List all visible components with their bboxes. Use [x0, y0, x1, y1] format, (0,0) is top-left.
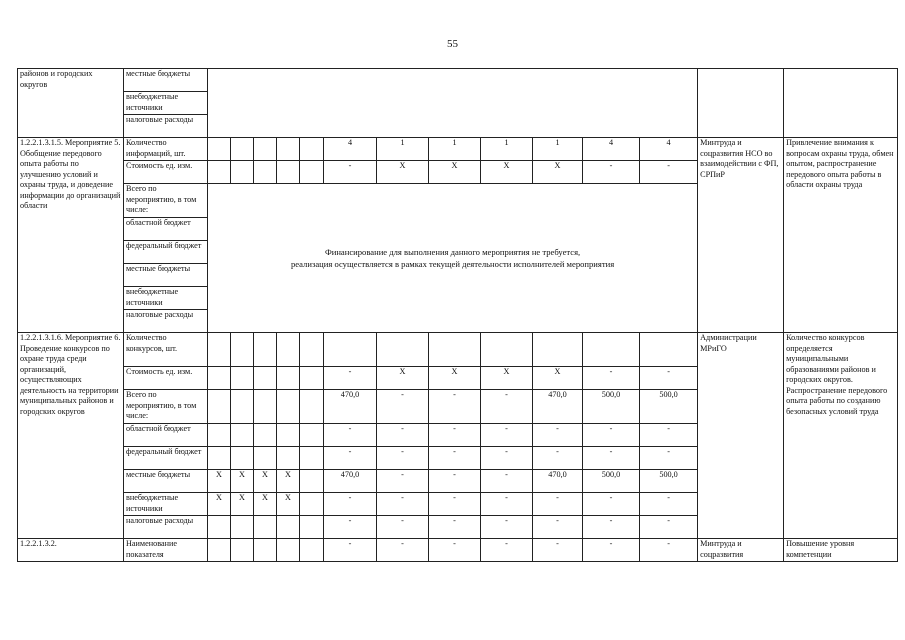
value-cell: -	[533, 539, 583, 562]
value-cell: 4	[640, 138, 698, 161]
value-cell: X	[533, 367, 583, 390]
value-cell: 500,0	[640, 470, 698, 493]
value-cell: 1	[377, 138, 429, 161]
value-cell: -	[481, 516, 533, 539]
value-cell: 470,0	[324, 470, 377, 493]
source-cell: местные бюджеты	[124, 69, 208, 92]
prefix-cell	[277, 367, 300, 390]
result-cell: Повышение уровня компетенции	[784, 539, 898, 562]
empty-cell	[300, 447, 324, 470]
empty-cell	[300, 367, 324, 390]
prefix-cell	[254, 424, 277, 447]
value-cell: 500,0	[640, 390, 698, 424]
row-label: местные бюджеты	[124, 264, 208, 287]
empty-cell	[208, 539, 231, 562]
table-row	[18, 138, 898, 161]
value-cell: 500,0	[583, 470, 640, 493]
row-label: федеральный бюджет	[124, 241, 208, 264]
value-cell: -	[377, 516, 429, 539]
value-cell: -	[324, 161, 377, 184]
value-cell: X	[429, 367, 481, 390]
value-cell	[377, 333, 429, 367]
value-cell: -	[377, 493, 429, 516]
value-cell: X	[377, 367, 429, 390]
value-cell	[324, 333, 377, 367]
result-cell	[784, 69, 898, 138]
value-cell: -	[583, 539, 640, 562]
value-cell: -	[429, 424, 481, 447]
empty-cell	[300, 390, 324, 424]
value-cell: -	[324, 539, 377, 562]
value-cell: -	[640, 161, 698, 184]
value-cell: 500,0	[583, 390, 640, 424]
prefix-cell	[231, 333, 254, 367]
value-cell: -	[533, 447, 583, 470]
funding-note-line-2: реализация осуществляется в рамках текущей деятельности исполнителей мероприятия	[290, 259, 615, 269]
measure-5-result-cell: Привлечение внимания к вопросам охраны труда, обмен опытом, распространение передового опыта работы в области охраны труда	[784, 138, 898, 333]
value-cell: X	[481, 367, 533, 390]
row-label: Всего по мероприятию, в том числе:	[124, 184, 208, 218]
measure-6-name-cell: 1.2.2.1.3.1.6. Мероприятие 6. Проведение конкурсов по охране труда среди организаций, осуществляющих деятельность на территории муниципальных районов и городских округов	[18, 333, 124, 539]
row-label: федеральный бюджет	[124, 447, 208, 470]
value-cell: -	[324, 424, 377, 447]
value-cell: X	[533, 161, 583, 184]
prefix-cell	[254, 390, 277, 424]
value-cell: -	[429, 516, 481, 539]
row-label: Стоимость ед. изм.	[124, 367, 208, 390]
prefix-cell: X	[208, 493, 231, 516]
measures-table	[17, 68, 898, 562]
value-cell: -	[377, 470, 429, 493]
value-cell: -	[583, 447, 640, 470]
empty-cell	[208, 161, 231, 184]
value-cell: -	[377, 447, 429, 470]
value-cell: -	[533, 516, 583, 539]
prefix-cell	[254, 367, 277, 390]
empty-cell	[254, 161, 277, 184]
empty-cell	[254, 138, 277, 161]
value-cell: X	[481, 161, 533, 184]
value-cell: -	[324, 516, 377, 539]
empty-cell	[300, 138, 324, 161]
prefix-cell	[254, 516, 277, 539]
value-cell: -	[377, 390, 429, 424]
prefix-cell: X	[208, 470, 231, 493]
empty-cell	[300, 493, 324, 516]
measure-5-executor-cell: Минтруда и соцразвития НСО во взаимодействии с ФП, СРПиР	[698, 138, 784, 333]
funding-note-line-1: Финансирование для выполнения данного мероприятия не требуется,	[324, 247, 581, 257]
value-cell: 470,0	[324, 390, 377, 424]
value-cell: 1	[481, 138, 533, 161]
empty-cell	[300, 333, 324, 367]
measure-code-cell: 1.2.2.1.3.2.	[18, 539, 124, 562]
prefix-cell	[208, 390, 231, 424]
prefix-cell	[208, 516, 231, 539]
value-cell: -	[640, 367, 698, 390]
prefix-cell	[231, 516, 254, 539]
prefix-cell	[277, 390, 300, 424]
prefix-cell	[277, 333, 300, 367]
table-row	[18, 69, 898, 92]
value-cell: X	[429, 161, 481, 184]
value-cell: -	[481, 493, 533, 516]
value-cell: -	[640, 539, 698, 562]
prefix-cell: X	[231, 470, 254, 493]
value-cell: -	[481, 424, 533, 447]
value-cell: -	[481, 447, 533, 470]
row-label: областной бюджет	[124, 424, 208, 447]
prefix-cell: X	[254, 493, 277, 516]
prefix-cell	[231, 367, 254, 390]
empty-cell	[254, 539, 277, 562]
prefix-cell	[277, 424, 300, 447]
prefix-cell	[208, 447, 231, 470]
row-label: Наименование показателя	[124, 539, 208, 562]
value-cell: -	[533, 424, 583, 447]
row-label: областной бюджет	[124, 218, 208, 241]
value-cell: -	[429, 493, 481, 516]
prefix-cell: X	[277, 493, 300, 516]
value-cell: 470,0	[533, 390, 583, 424]
prefix-cell	[208, 367, 231, 390]
row-label: налоговые расходы	[124, 310, 208, 333]
empty-cell	[300, 470, 324, 493]
value-cell	[640, 333, 698, 367]
table-row	[18, 333, 898, 367]
prefix-cell	[277, 447, 300, 470]
value-cell	[533, 333, 583, 367]
value-cell: -	[583, 516, 640, 539]
empty-cell	[231, 138, 254, 161]
empty-cell	[300, 424, 324, 447]
prefix-cell	[277, 516, 300, 539]
empty-cell	[231, 161, 254, 184]
prefix-cell: X	[277, 470, 300, 493]
value-cell: 1	[429, 138, 481, 161]
prefix-cell	[208, 333, 231, 367]
executor-cell: Минтруда и соцразвития	[698, 539, 784, 562]
empty-cell	[277, 161, 300, 184]
value-cell: -	[377, 539, 429, 562]
row-label: местные бюджеты	[124, 470, 208, 493]
empty-cell	[300, 516, 324, 539]
value-cell: -	[640, 493, 698, 516]
row-label: Количество информаций, шт.	[124, 138, 208, 161]
value-cell	[429, 333, 481, 367]
prefix-cell: X	[231, 493, 254, 516]
value-cell: -	[324, 447, 377, 470]
prefix-cell	[254, 447, 277, 470]
prefix-cell	[254, 333, 277, 367]
executor-cell	[698, 69, 784, 138]
value-cell: -	[583, 493, 640, 516]
empty-values-cell	[208, 69, 698, 138]
value-cell: X	[377, 161, 429, 184]
measure-name-cell: районов и городских округов	[18, 69, 124, 138]
table-row	[18, 539, 898, 562]
value-cell: 1	[533, 138, 583, 161]
value-cell: 4	[324, 138, 377, 161]
row-label: налоговые расходы	[124, 516, 208, 539]
row-label: Всего по мероприятию, в том числе:	[124, 390, 208, 424]
empty-cell	[231, 539, 254, 562]
measure-5-name-cell: 1.2.2.1.3.1.5. Мероприятие 5. Обобщение передового опыта работы по улучшению условий и охраны труда, и доведение информации до организаций области	[18, 138, 124, 333]
value-cell: -	[583, 367, 640, 390]
measure-6-result-cell: Количество конкурсов определяется муниципальными образованиями районов и городских округов. Распространение передового опыта работы по созданию безопасных условий труда	[784, 333, 898, 539]
row-label: внебюджетные источники	[124, 493, 208, 516]
funding-note-cell	[208, 184, 698, 333]
value-cell: -	[640, 424, 698, 447]
value-cell: -	[429, 447, 481, 470]
value-cell: -	[533, 493, 583, 516]
value-cell: -	[583, 424, 640, 447]
source-cell: внебюджетные источники	[124, 92, 208, 115]
prefix-cell	[208, 424, 231, 447]
value-cell: -	[324, 367, 377, 390]
value-cell: -	[324, 493, 377, 516]
empty-cell	[277, 539, 300, 562]
value-cell: -	[481, 539, 533, 562]
value-cell	[583, 333, 640, 367]
value-cell: -	[640, 447, 698, 470]
source-cell: налоговые расходы	[124, 115, 208, 138]
value-cell: -	[429, 470, 481, 493]
value-cell: -	[377, 424, 429, 447]
value-cell: -	[429, 390, 481, 424]
value-cell: -	[583, 161, 640, 184]
value-cell: 470,0	[533, 470, 583, 493]
prefix-cell	[231, 424, 254, 447]
page-number: 55	[447, 38, 458, 50]
value-cell: -	[429, 539, 481, 562]
row-label: Количество конкурсов, шт.	[124, 333, 208, 367]
empty-cell	[208, 138, 231, 161]
prefix-cell	[231, 447, 254, 470]
prefix-cell: X	[254, 470, 277, 493]
empty-cell	[277, 138, 300, 161]
measure-6-executor-cell: Администрации МРиГО	[698, 333, 784, 539]
value-cell: 4	[583, 138, 640, 161]
empty-cell	[300, 161, 324, 184]
value-cell: -	[640, 516, 698, 539]
empty-cell	[300, 539, 324, 562]
value-cell	[481, 333, 533, 367]
value-cell: -	[481, 470, 533, 493]
row-label: внебюджетные источники	[124, 287, 208, 310]
value-cell: -	[481, 390, 533, 424]
row-label: Стоимость ед. изм.	[124, 161, 208, 184]
prefix-cell	[231, 390, 254, 424]
